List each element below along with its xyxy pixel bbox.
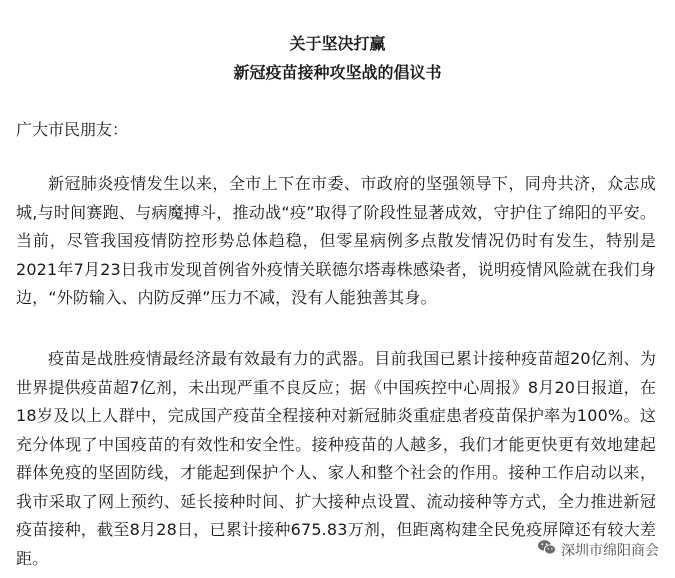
title-line-2: 新冠疫苗接种攻坚战的倡议书 bbox=[233, 63, 442, 82]
title-line-1: 关于坚决打赢 bbox=[289, 34, 386, 53]
paragraph-1: 新冠肺炎疫情发生以来，全市上下在市委、市政府的坚强领导下，同舟共济，众志成城,与时间赛跑、与病魔搏斗，推动战“疫”取得了阶段性显著成效，守护住了绵阳的平安。当前，尽管我国疫情防控形势总体趋稳，但零星病例多点散发情况仍时有发生，特别是2021年7月23日我市发现首例省外疫情关联德尔塔毒株感染者，说明疫情风险就在我们身边，“外防输入、内防反弹”压力不减，没有人能独善其身。 bbox=[16, 174, 656, 307]
watermark bbox=[535, 539, 661, 560]
wechat-icon bbox=[537, 539, 557, 560]
watermark-text: 深圳市绵阳商会 bbox=[561, 542, 659, 559]
paragraph-2: 疫苗是战胜疫情最经济最有效最有力的武器。目前我国已累计接种疫苗超20亿剂、为世界提供疫苗超7亿剂，未出现严重不良反应；据《中国疾控中心周报》8月20日报道，在18岁及以上人群中，完成国产疫苗全程接种对新冠肺炎重症患者疫苗保护率为100%。这充分体现了中国疫苗的有效性和安全性。接种疫苗的人越多，我们才能更快更有效地建起群体免疫的坚固防线，才能起到保护个人、家人和整个社会的作用。接种工作启动以来，我市采取了网上预约、延长接种时间、扩大接种点设置、流动接种等方式，全力推进新冠疫苗接种，截至8月28日，已累计接种675.83万剂，但距离构建全民免疫屏障还有较大差距。 bbox=[16, 349, 656, 568]
greeting: 广大市民朋友： bbox=[16, 120, 129, 139]
